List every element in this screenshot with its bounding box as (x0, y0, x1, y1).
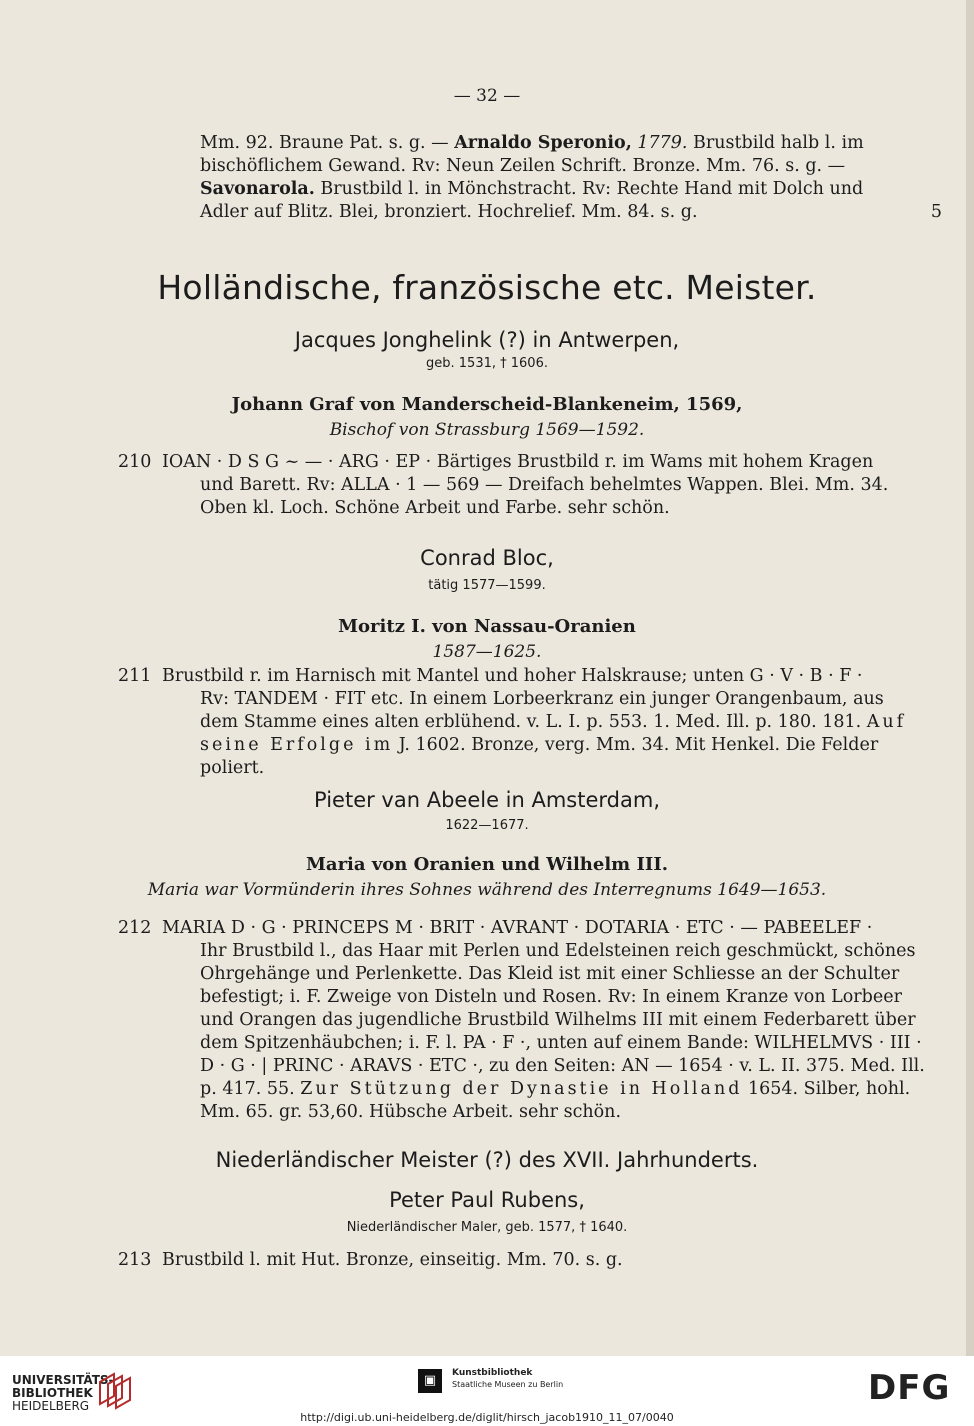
page-number: — 32 — (453, 86, 521, 106)
medalist-name: Arnaldo Speronio, (454, 133, 632, 153)
text-line: Rv: TANDEM · FIT etc. In einem Lorbeerkranz ein junger Orangenbaum, aus (200, 689, 884, 709)
artist-name: Peter Paul Rubens, (389, 1188, 585, 1212)
artist-dates: tätig 1577—1599. (428, 578, 546, 593)
text-line: und Orangen das jugendliche Brustbild Wilhelms III mit einem Federbarett über (200, 1010, 916, 1030)
source-url[interactable]: http://digi.ub.uni-heidelberg.de/diglit/hirsch_jacob1910_11_07/0040 (300, 1411, 674, 1424)
text-line: Ohrgehänge und Perlenkette. Das Kleid ist mit einer Schliesse an der Schulter (200, 964, 900, 984)
section-heading: Holländische, französische etc. Meister. (157, 268, 817, 307)
library-emblem-icon (96, 1368, 136, 1410)
artist-name: Conrad Bloc, (420, 546, 554, 570)
artist-dates: Niederländischer Maler, geb. 1577, † 1640. (346, 1220, 628, 1235)
subject-description: 1587—1625. (432, 642, 542, 662)
text-line: Brustbild l. mit Hut. Bronze, einseitig. Mm. 70. s. g. (162, 1250, 623, 1270)
subject-name: Savonarola. (200, 179, 315, 199)
text-line: dem Spitzenhäubchen; i. F. l. PA · F ·, unten auf einem Bande: WILHELMVS · III · (200, 1033, 922, 1053)
text-line: Mm. 92. Braune Pat. s. g. — Arnaldo Speronio, 1779. Brustbild halb l. im (200, 133, 864, 153)
text-line: bischöflichem Gewand. Rv: Neun Zeilen Schrift. Bronze. Mm. 76. s. g. — (200, 156, 846, 176)
entry-number: 211 (118, 666, 152, 686)
text-line: D · G · | PRINC · ARAVS · ETC ·, zu den Seiten: AN — 1654 · v. L. II. 375. Med. Ill. (200, 1056, 925, 1076)
artist-dates: 1622—1677. (445, 818, 529, 833)
text-line: befestigt; i. F. Zweige von Disteln und Rosen. Rv: In einem Kranze von Lorbeer (200, 987, 902, 1007)
text-line: IOAN · D S G ~ — · ARG · EP · Bärtiges Brustbild r. im Wams mit hohem Kragen (162, 452, 874, 472)
subject-heading: Johann Graf von Manderscheid-Blankeneim, 1569, (231, 394, 743, 415)
section-heading: Niederländischer Meister (?) des XVII. Jahrhunderts. (215, 1148, 759, 1172)
spaced-text: Auf (866, 712, 907, 732)
entry-number: 212 (118, 918, 152, 938)
subject-description: Bischof von Strassburg 1569—1592. (329, 420, 645, 440)
text-line: und Barett. Rv: ALLA · 1 — 569 — Dreifach behelmtes Wappen. Blei. Mm. 34. (200, 475, 889, 495)
text-line: Ihr Brustbild l., das Haar mit Perlen und Edelsteinen reich geschmückt, schönes (200, 941, 916, 961)
artist-name: Jacques Jonghelink (?) in Antwerpen, (294, 328, 680, 352)
text-line: Brustbild r. im Harnisch mit Mantel und hoher Halskrause; unten G · V · B · F · (162, 666, 863, 686)
kunstbibliothek-icon: ▣ (418, 1369, 442, 1393)
text-line: Oben kl. Loch. Schöne Arbeit und Farbe. sehr schön. (200, 498, 670, 518)
text-line: Savonarola. Brustbild l. in Mönchstracht. Rv: Rechte Hand mit Dolch und (200, 179, 864, 199)
text-line: dem Stamme eines alten erblühend. v. L. I. p. 553. 1. Med. Ill. p. 180. 181. Auf (200, 712, 907, 732)
spaced-text: Zur Stützung der Dynastie in Holland (300, 1079, 743, 1099)
entry-number: 213 (118, 1250, 152, 1270)
artist-name: Pieter van Abeele in Amsterdam, (314, 788, 660, 812)
dfg-logo: DFG (868, 1368, 951, 1408)
artist-dates: geb. 1531, † 1606. (426, 356, 548, 371)
subject-heading: Maria von Oranien und Wilhelm III. (305, 854, 669, 875)
text-line: poliert. (200, 758, 265, 778)
text-line: seine Erfolge im J. 1602. Bronze, verg. Mm. 34. Mit Henkel. Die Felder (200, 735, 879, 755)
entry-number: 210 (118, 452, 152, 472)
text-line: Mm. 65. gr. 53,60. Hübsche Arbeit. sehr schön. (200, 1102, 622, 1122)
text-line: p. 417. 55. Zur Stützung der Dynastie in Holland 1654. Silber, hohl. (200, 1079, 911, 1099)
subject-description: Maria war Vormünderin ihres Sohnes während des Interregnums 1649—1653. (147, 880, 827, 900)
text-line: MARIA D · G · PRINCEPS M · BRIT · AVRANT · DOTARIA · ETC · — PABEELEF · (162, 918, 873, 938)
kunstbibliothek-logo: Kunstbibliothek Staatliche Museen zu Berlin (452, 1368, 564, 1389)
footer-bar (0, 1356, 974, 1426)
text-line: Adler auf Blitz. Blei, bronziert. Hochrelief. Mm. 84. s. g. 5 (200, 201, 942, 224)
spaced-text: seine Erfolge im (200, 735, 394, 755)
university-library-logo: UNIVERSITÄTS- BIBLIOTHEK HEIDELBERG (12, 1373, 114, 1413)
subject-heading: Moritz I. von Nassau-Oranien (338, 616, 636, 637)
count: 5 (930, 202, 942, 222)
